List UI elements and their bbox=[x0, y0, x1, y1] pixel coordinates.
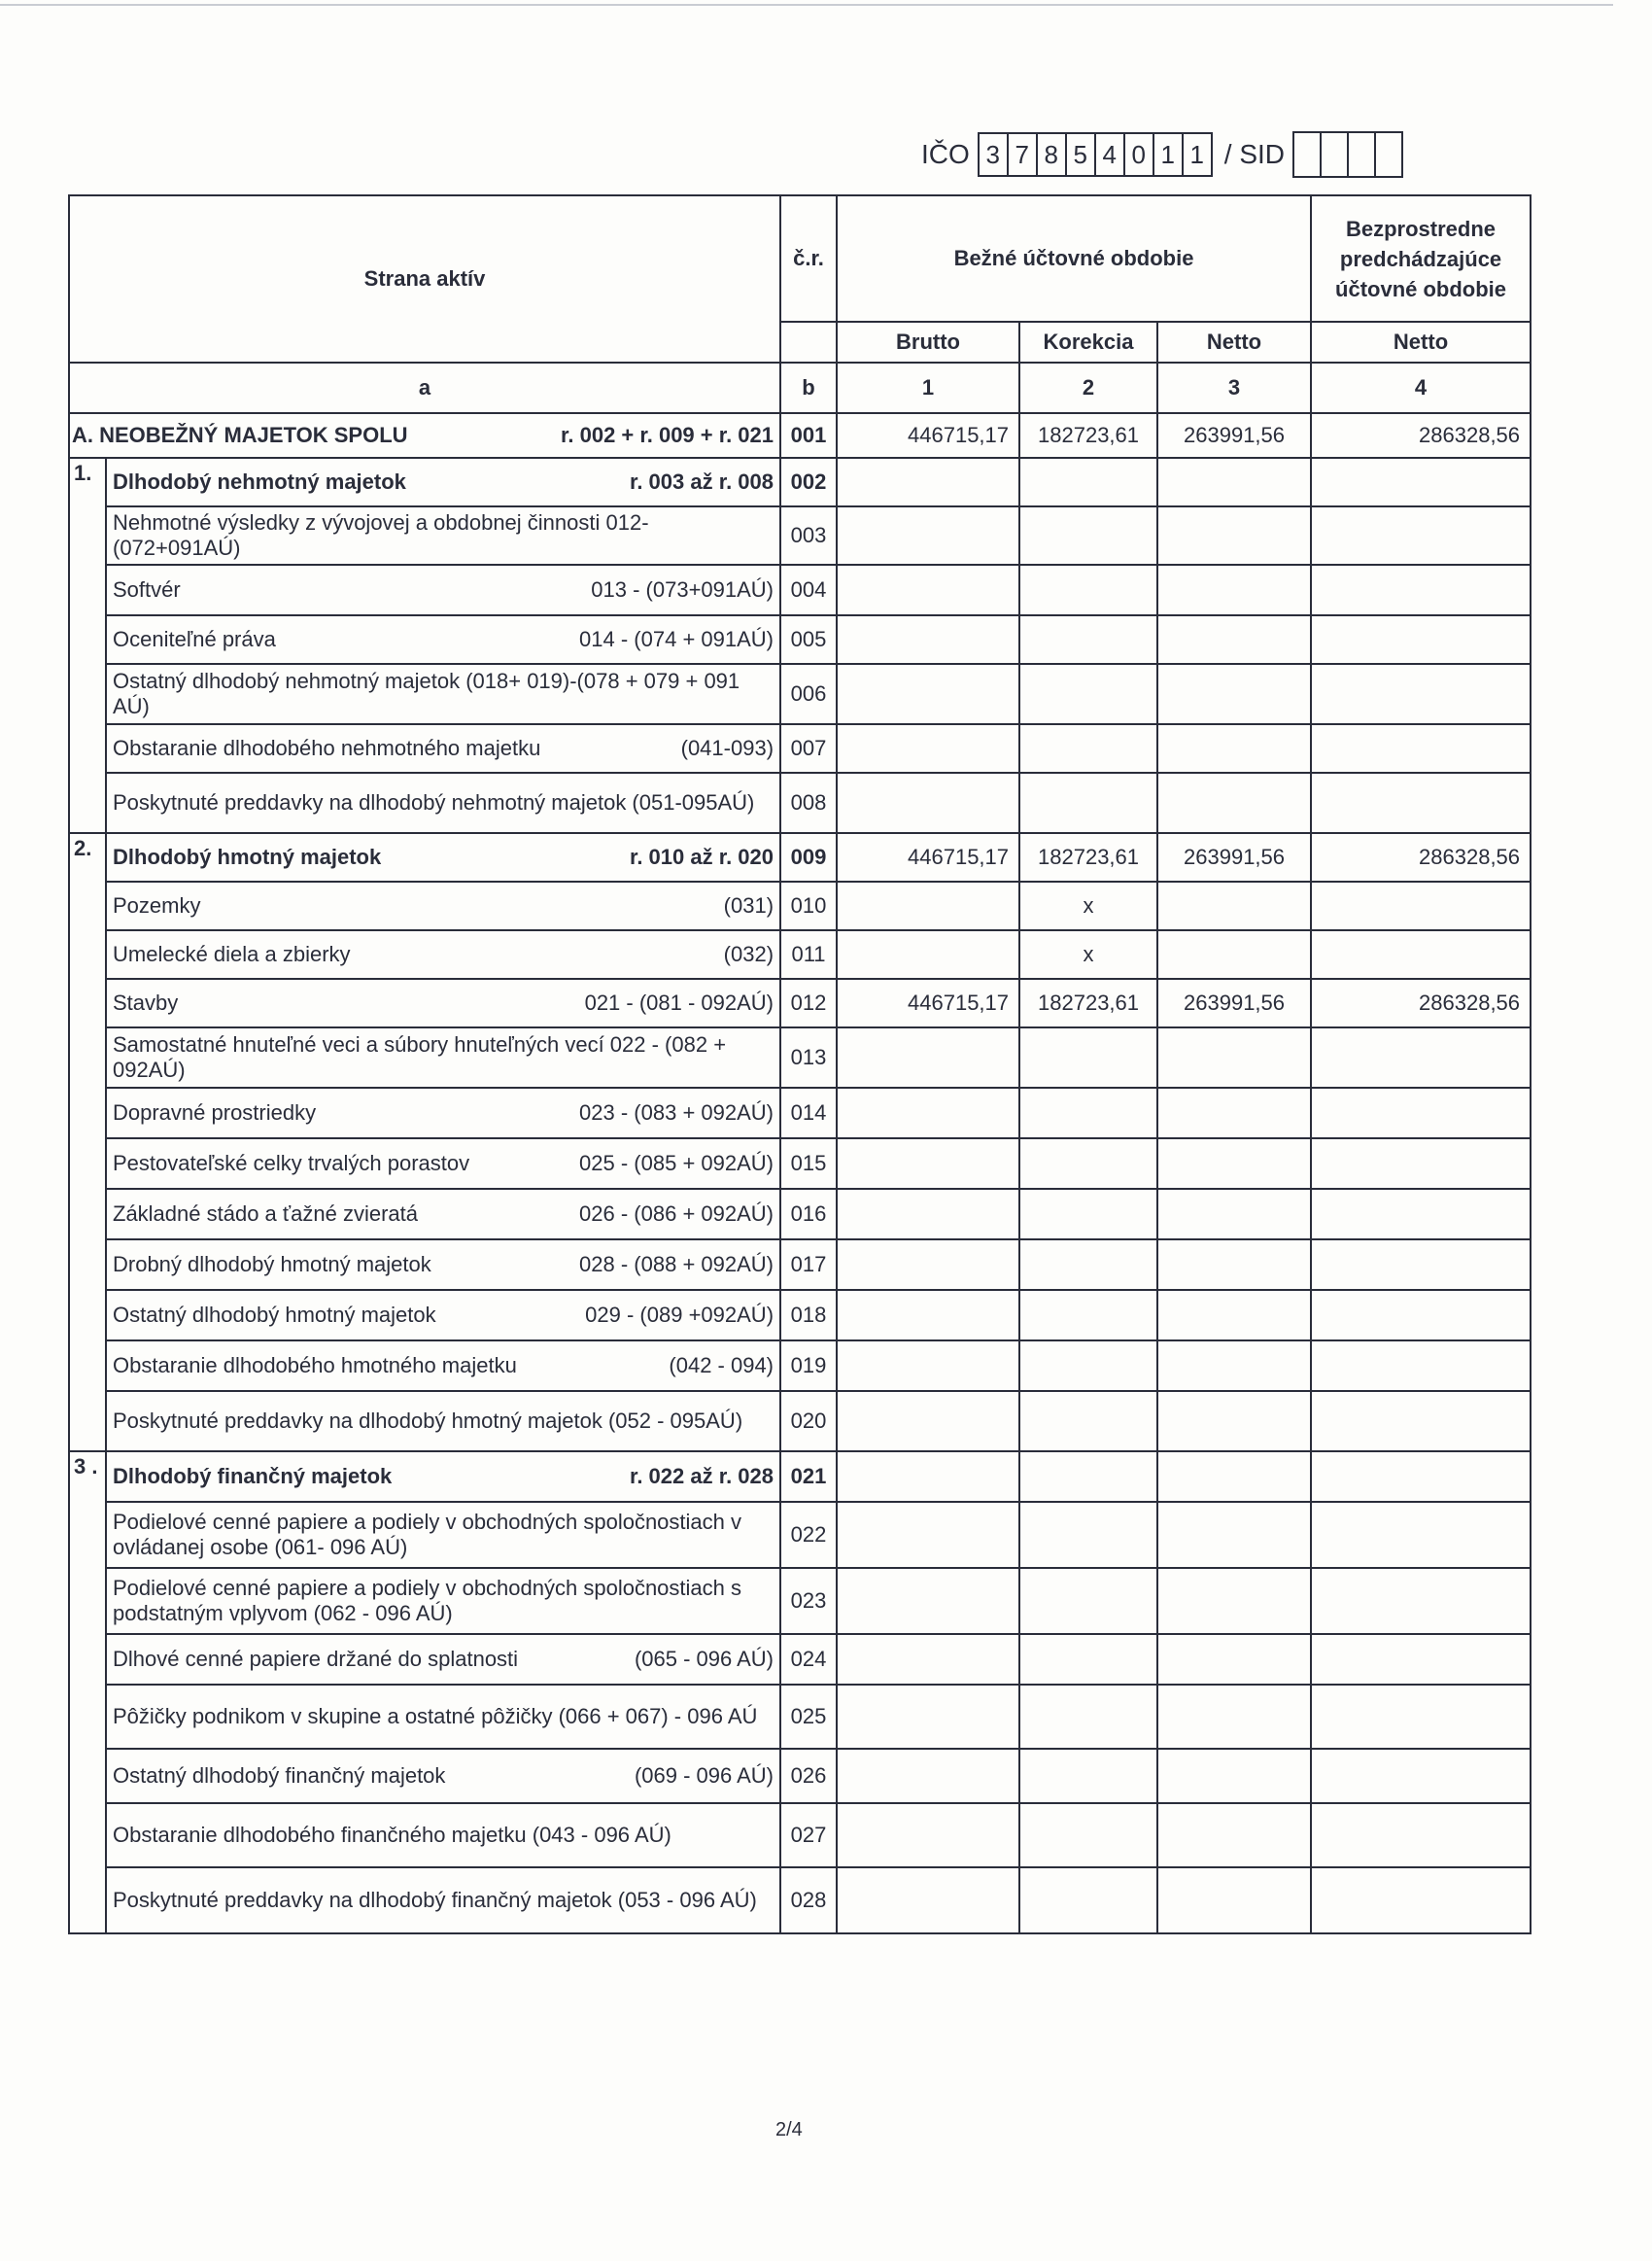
table-row-section bbox=[69, 458, 1531, 506]
col-header-cr: č.r. bbox=[780, 195, 837, 322]
index-3: 3 bbox=[1157, 363, 1311, 413]
cell-korekcia bbox=[1019, 1290, 1157, 1340]
cell-netto bbox=[1157, 1685, 1311, 1749]
cell-brutto bbox=[837, 1290, 1019, 1340]
ico-digit: 3 bbox=[980, 134, 1009, 175]
cell-korekcia bbox=[1019, 1803, 1157, 1867]
row-label: Ostatný dlhodobý finančný majetok bbox=[113, 1763, 446, 1788]
cell-netto bbox=[1157, 1290, 1311, 1340]
row-cr: 013 bbox=[780, 1027, 837, 1088]
cell-brutto bbox=[837, 1138, 1019, 1189]
cell-netto-prev bbox=[1311, 615, 1531, 664]
row-label: Obstaranie dlhodobého nehmotného majetku bbox=[113, 736, 541, 760]
cell-korekcia: x bbox=[1019, 882, 1157, 930]
ico-digit: 5 bbox=[1067, 134, 1096, 175]
row-cr: 026 bbox=[780, 1749, 837, 1803]
table-row bbox=[69, 1189, 1531, 1239]
row-label: Pestovateľské celky trvalých porastov bbox=[113, 1151, 470, 1175]
ico-digit: 8 bbox=[1038, 134, 1067, 175]
cell-korekcia bbox=[1019, 1138, 1157, 1189]
cell-netto bbox=[1157, 615, 1311, 664]
table-row-total bbox=[69, 413, 1531, 458]
row-cr: 001 bbox=[780, 413, 837, 458]
balance-sheet-assets-table bbox=[68, 194, 1532, 1934]
row-cr: 020 bbox=[780, 1391, 837, 1451]
cell-brutto bbox=[837, 1803, 1019, 1867]
row-formula: (031) bbox=[723, 893, 774, 918]
table-row bbox=[69, 1290, 1531, 1340]
cell-netto-prev bbox=[1311, 1451, 1531, 1502]
cell-brutto bbox=[837, 1340, 1019, 1391]
table-row-section bbox=[69, 1451, 1531, 1502]
cell-brutto bbox=[837, 773, 1019, 833]
row-cr: 027 bbox=[780, 1803, 837, 1867]
index-b: b bbox=[780, 363, 837, 413]
cell-netto bbox=[1157, 1634, 1311, 1685]
row-label: Obstaranie dlhodobého finančného majetku (043 - 096 AÚ) bbox=[113, 1823, 671, 1847]
row-formula: r. 003 až r. 008 bbox=[629, 470, 774, 494]
table-row bbox=[69, 506, 1531, 565]
cell-korekcia bbox=[1019, 1189, 1157, 1239]
cell-netto-prev bbox=[1311, 773, 1531, 833]
cell-netto: 263991,56 bbox=[1157, 833, 1311, 882]
cell-netto bbox=[1157, 1568, 1311, 1634]
ico-digit: 0 bbox=[1125, 134, 1154, 175]
table-row bbox=[69, 1867, 1531, 1933]
ico-digit-boxes bbox=[978, 132, 1213, 177]
row-label: Dlhodobý finančný majetok bbox=[113, 1464, 393, 1488]
sid-digit bbox=[1322, 133, 1349, 176]
cell-korekcia bbox=[1019, 506, 1157, 565]
row-cr: 005 bbox=[780, 615, 837, 664]
cell-netto-prev bbox=[1311, 565, 1531, 615]
cell-netto-prev bbox=[1311, 1088, 1531, 1138]
row-cr: 002 bbox=[780, 458, 837, 506]
row-label: Pozemky bbox=[113, 893, 201, 918]
row-label: Nehmotné výsledky z vývojovej a obdobnej činnosti 012-(072+091AÚ) bbox=[113, 510, 649, 560]
cell-brutto bbox=[837, 724, 1019, 773]
row-cr: 019 bbox=[780, 1340, 837, 1391]
cell-netto bbox=[1157, 773, 1311, 833]
cell-netto bbox=[1157, 664, 1311, 724]
ico-sid-header bbox=[921, 132, 1403, 177]
cell-netto-prev bbox=[1311, 1290, 1531, 1340]
row-formula: 013 - (073+091AÚ) bbox=[591, 577, 774, 602]
row-formula: (065 - 096 AÚ) bbox=[634, 1647, 774, 1671]
col-header-korekcia: Korekcia bbox=[1019, 322, 1157, 363]
row-label: Ostatný dlhodobý nehmotný majetok (018+ 019)-(078 + 079 + 091 AÚ) bbox=[113, 669, 740, 718]
cell-korekcia bbox=[1019, 565, 1157, 615]
cell-korekcia bbox=[1019, 1451, 1157, 1502]
cell-korekcia bbox=[1019, 1340, 1157, 1391]
cell-netto-prev bbox=[1311, 1027, 1531, 1088]
cell-netto-prev bbox=[1311, 882, 1531, 930]
cell-netto-prev bbox=[1311, 1749, 1531, 1803]
cell-netto-prev bbox=[1311, 1391, 1531, 1451]
col-header-brutto: Brutto bbox=[837, 322, 1019, 363]
cell-brutto bbox=[837, 615, 1019, 664]
row-label: Základné stádo a ťažné zvieratá bbox=[113, 1201, 418, 1226]
cell-netto-prev bbox=[1311, 1634, 1531, 1685]
cell-korekcia bbox=[1019, 1088, 1157, 1138]
cell-brutto bbox=[837, 1391, 1019, 1451]
cell-netto bbox=[1157, 1239, 1311, 1290]
cell-brutto bbox=[837, 1239, 1019, 1290]
row-cr: 017 bbox=[780, 1239, 837, 1290]
cell-netto bbox=[1157, 930, 1311, 979]
cell-brutto bbox=[837, 1502, 1019, 1568]
table-row-section bbox=[69, 833, 1531, 882]
cell-netto-prev bbox=[1311, 1803, 1531, 1867]
cell-korekcia bbox=[1019, 1634, 1157, 1685]
cell-netto-prev bbox=[1311, 724, 1531, 773]
row-cr: 016 bbox=[780, 1189, 837, 1239]
row-formula: 029 - (089 +092AÚ) bbox=[585, 1303, 774, 1327]
cell-brutto bbox=[837, 1027, 1019, 1088]
cell-brutto: 446715,17 bbox=[837, 413, 1019, 458]
cell-korekcia bbox=[1019, 1027, 1157, 1088]
row-label: Poskytnuté preddavky na dlhodobý nehmotný majetok (051-095AÚ) bbox=[113, 790, 755, 815]
row-label: Obstaranie dlhodobého hmotného majetku bbox=[113, 1353, 517, 1377]
table-row bbox=[69, 1803, 1531, 1867]
cell-brutto bbox=[837, 882, 1019, 930]
cell-brutto: 446715,17 bbox=[837, 979, 1019, 1027]
index-a: a bbox=[69, 363, 780, 413]
section-index: 3 . bbox=[69, 1451, 106, 1933]
row-formula: 025 - (085 + 092AÚ) bbox=[579, 1151, 774, 1175]
row-label: Umelecké diela a zbierky bbox=[113, 942, 351, 966]
cell-netto bbox=[1157, 724, 1311, 773]
cell-korekcia bbox=[1019, 1749, 1157, 1803]
cell-brutto bbox=[837, 1867, 1019, 1933]
row-cr: 008 bbox=[780, 773, 837, 833]
row-cr: 022 bbox=[780, 1502, 837, 1568]
cell-netto-prev bbox=[1311, 664, 1531, 724]
col-header-netto-prev: Netto bbox=[1311, 322, 1531, 363]
row-label: Pôžičky podnikom v skupine a ostatné pôžičky (066 + 067) - 096 AÚ bbox=[113, 1704, 758, 1728]
sid-label: / SID bbox=[1223, 139, 1286, 169]
sid-digit bbox=[1349, 133, 1376, 176]
row-label: Dlhodobý nehmotný majetok bbox=[113, 470, 406, 494]
cell-korekcia bbox=[1019, 1685, 1157, 1749]
row-label: Softvér bbox=[113, 577, 181, 602]
row-formula: r. 010 až r. 020 bbox=[629, 845, 774, 869]
cell-netto-prev bbox=[1311, 1867, 1531, 1933]
cell-korekcia bbox=[1019, 615, 1157, 664]
page-number: 2/4 bbox=[775, 2119, 803, 2140]
cell-netto-prev bbox=[1311, 1685, 1531, 1749]
cell-netto-prev bbox=[1311, 1340, 1531, 1391]
col-header-prev-period: Bezprostredne predchádzajúce účtovné obdobie bbox=[1311, 195, 1531, 322]
table-row bbox=[69, 979, 1531, 1027]
cell-brutto bbox=[837, 930, 1019, 979]
cell-netto-prev bbox=[1311, 458, 1531, 506]
index-1: 1 bbox=[837, 363, 1019, 413]
row-cr: 023 bbox=[780, 1568, 837, 1634]
cell-netto bbox=[1157, 1451, 1311, 1502]
row-cr: 010 bbox=[780, 882, 837, 930]
row-label: Poskytnuté preddavky na dlhodobý finančný majetok (053 - 096 AÚ) bbox=[113, 1888, 757, 1912]
ico-digit: 1 bbox=[1154, 134, 1184, 175]
cell-korekcia bbox=[1019, 1391, 1157, 1451]
cell-brutto bbox=[837, 506, 1019, 565]
row-label: Ostatný dlhodobý hmotný majetok bbox=[113, 1303, 436, 1327]
cell-netto-prev bbox=[1311, 1239, 1531, 1290]
cell-netto bbox=[1157, 1502, 1311, 1568]
row-label: Dopravné prostriedky bbox=[113, 1100, 317, 1125]
row-label: Stavby bbox=[113, 991, 179, 1015]
table-row bbox=[69, 615, 1531, 664]
scan-top-edge bbox=[0, 4, 1613, 6]
col-header-current-period: Bežné účtovné obdobie bbox=[837, 195, 1311, 322]
sid-digit bbox=[1294, 133, 1322, 176]
cell-brutto bbox=[837, 1749, 1019, 1803]
row-formula: 021 - (081 - 092AÚ) bbox=[584, 991, 774, 1015]
row-label: Podielové cenné papiere a podiely v obchodných spoločnostiach s podstatným vplyvom (062 - 096 AÚ) bbox=[113, 1576, 741, 1625]
row-label: Oceniteľné práva bbox=[113, 627, 276, 651]
cell-netto: 263991,56 bbox=[1157, 413, 1311, 458]
row-label: Podielové cenné papiere a podiely v obchodných spoločnostiach v ovládanej osobe (061- 096 AÚ) bbox=[113, 1510, 741, 1559]
row-label: Dlhové cenné papiere držané do splatnosti bbox=[113, 1647, 519, 1671]
cell-brutto bbox=[837, 1088, 1019, 1138]
table-row bbox=[69, 1568, 1531, 1634]
cell-netto-prev bbox=[1311, 1189, 1531, 1239]
table-row bbox=[69, 1502, 1531, 1568]
row-cr: 025 bbox=[780, 1685, 837, 1749]
cell-netto bbox=[1157, 506, 1311, 565]
table-row bbox=[69, 1239, 1531, 1290]
cell-korekcia bbox=[1019, 1568, 1157, 1634]
table-row bbox=[69, 1749, 1531, 1803]
col-header-netto: Netto bbox=[1157, 322, 1311, 363]
row-cr: 028 bbox=[780, 1867, 837, 1933]
sid-digit bbox=[1376, 133, 1401, 176]
index-2: 2 bbox=[1019, 363, 1157, 413]
row-cr: 003 bbox=[780, 506, 837, 565]
row-cr: 012 bbox=[780, 979, 837, 1027]
table-row bbox=[69, 1391, 1531, 1451]
cell-netto bbox=[1157, 882, 1311, 930]
cell-netto bbox=[1157, 1027, 1311, 1088]
table-row bbox=[69, 930, 1531, 979]
cell-brutto bbox=[837, 1685, 1019, 1749]
row-label: A. NEOBEŽNÝ MAJETOK SPOLU bbox=[72, 423, 408, 447]
cell-korekcia: 182723,61 bbox=[1019, 413, 1157, 458]
sections-body bbox=[69, 458, 1531, 1933]
cell-korekcia: 182723,61 bbox=[1019, 833, 1157, 882]
cell-brutto bbox=[837, 1189, 1019, 1239]
row-cr: 024 bbox=[780, 1634, 837, 1685]
row-cr: 011 bbox=[780, 930, 837, 979]
cell-netto-prev bbox=[1311, 1138, 1531, 1189]
index-4: 4 bbox=[1311, 363, 1531, 413]
row-formula: 028 - (088 + 092AÚ) bbox=[579, 1252, 774, 1276]
cell-brutto bbox=[837, 1451, 1019, 1502]
table-row bbox=[69, 1027, 1531, 1088]
table-row bbox=[69, 1138, 1531, 1189]
table-row bbox=[69, 565, 1531, 615]
cell-netto bbox=[1157, 1138, 1311, 1189]
cell-netto bbox=[1157, 458, 1311, 506]
cell-netto-prev bbox=[1311, 1568, 1531, 1634]
cell-netto bbox=[1157, 1803, 1311, 1867]
ico-digit: 1 bbox=[1189, 139, 1205, 169]
table-row bbox=[69, 882, 1531, 930]
cell-netto bbox=[1157, 1867, 1311, 1933]
cell-netto bbox=[1157, 1749, 1311, 1803]
row-cr: 021 bbox=[780, 1451, 837, 1502]
sid-digit-boxes bbox=[1292, 131, 1403, 178]
cell-korekcia: x bbox=[1019, 930, 1157, 979]
row-formula: 014 - (074 + 091AÚ) bbox=[579, 627, 774, 651]
cell-netto: 263991,56 bbox=[1157, 979, 1311, 1027]
cell-brutto bbox=[837, 565, 1019, 615]
cell-netto-prev: 286328,56 bbox=[1311, 833, 1531, 882]
table-row bbox=[69, 1634, 1531, 1685]
section-index: 2. bbox=[69, 833, 106, 1451]
cell-netto-prev: 286328,56 bbox=[1311, 979, 1531, 1027]
row-formula: 026 - (086 + 092AÚ) bbox=[579, 1201, 774, 1226]
ico-digit: 4 bbox=[1096, 134, 1125, 175]
row-formula: (041-093) bbox=[680, 736, 774, 760]
table-row bbox=[69, 724, 1531, 773]
cell-brutto bbox=[837, 1634, 1019, 1685]
row-cr: 004 bbox=[780, 565, 837, 615]
cell-korekcia: 182723,61 bbox=[1019, 979, 1157, 1027]
cell-korekcia bbox=[1019, 458, 1157, 506]
ico-digit: 7 bbox=[1009, 134, 1038, 175]
col-header-strana: Strana aktív bbox=[69, 195, 780, 363]
cell-korekcia bbox=[1019, 724, 1157, 773]
row-formula: (042 - 094) bbox=[669, 1353, 774, 1377]
cr-header-blank bbox=[780, 322, 837, 363]
cell-netto bbox=[1157, 1088, 1311, 1138]
row-formula: r. 022 až r. 028 bbox=[629, 1464, 774, 1488]
cell-netto-prev bbox=[1311, 1502, 1531, 1568]
row-cr: 015 bbox=[780, 1138, 837, 1189]
row-formula: r. 002 + r. 009 + r. 021 bbox=[561, 423, 774, 447]
cell-korekcia bbox=[1019, 1239, 1157, 1290]
row-formula: (032) bbox=[723, 942, 774, 966]
row-formula: (069 - 096 AÚ) bbox=[634, 1763, 774, 1788]
cell-netto bbox=[1157, 1340, 1311, 1391]
cell-netto-prev bbox=[1311, 506, 1531, 565]
row-label: Samostatné hnuteľné veci a súbory hnuteľných vecí 022 - (082 + 092AÚ) bbox=[113, 1032, 727, 1082]
row-label: Dlhodobý hmotný majetok bbox=[113, 845, 382, 869]
cell-korekcia bbox=[1019, 1502, 1157, 1568]
cell-brutto bbox=[837, 458, 1019, 506]
cell-brutto bbox=[837, 1568, 1019, 1634]
cell-korekcia bbox=[1019, 773, 1157, 833]
cell-netto-prev bbox=[1311, 930, 1531, 979]
cell-brutto bbox=[837, 664, 1019, 724]
row-label: Drobný dlhodobý hmotný majetok bbox=[113, 1252, 431, 1276]
row-cr: 018 bbox=[780, 1290, 837, 1340]
ico-label: IČO bbox=[921, 139, 970, 169]
cell-netto bbox=[1157, 1189, 1311, 1239]
cell-korekcia bbox=[1019, 1867, 1157, 1933]
cell-netto-prev: 286328,56 bbox=[1311, 413, 1531, 458]
table-row bbox=[69, 664, 1531, 724]
table-row bbox=[69, 1685, 1531, 1749]
row-cr: 006 bbox=[780, 664, 837, 724]
table-row bbox=[69, 773, 1531, 833]
row-cr: 009 bbox=[780, 833, 837, 882]
section-index: 1. bbox=[69, 458, 106, 833]
cell-korekcia bbox=[1019, 664, 1157, 724]
cell-netto bbox=[1157, 565, 1311, 615]
row-label: Poskytnuté preddavky na dlhodobý hmotný majetok (052 - 095AÚ) bbox=[113, 1409, 743, 1433]
row-cr: 007 bbox=[780, 724, 837, 773]
cell-brutto: 446715,17 bbox=[837, 833, 1019, 882]
cell-netto bbox=[1157, 1391, 1311, 1451]
row-formula: 023 - (083 + 092AÚ) bbox=[579, 1100, 774, 1125]
table-row bbox=[69, 1088, 1531, 1138]
table-row bbox=[69, 1340, 1531, 1391]
row-cr: 014 bbox=[780, 1088, 837, 1138]
